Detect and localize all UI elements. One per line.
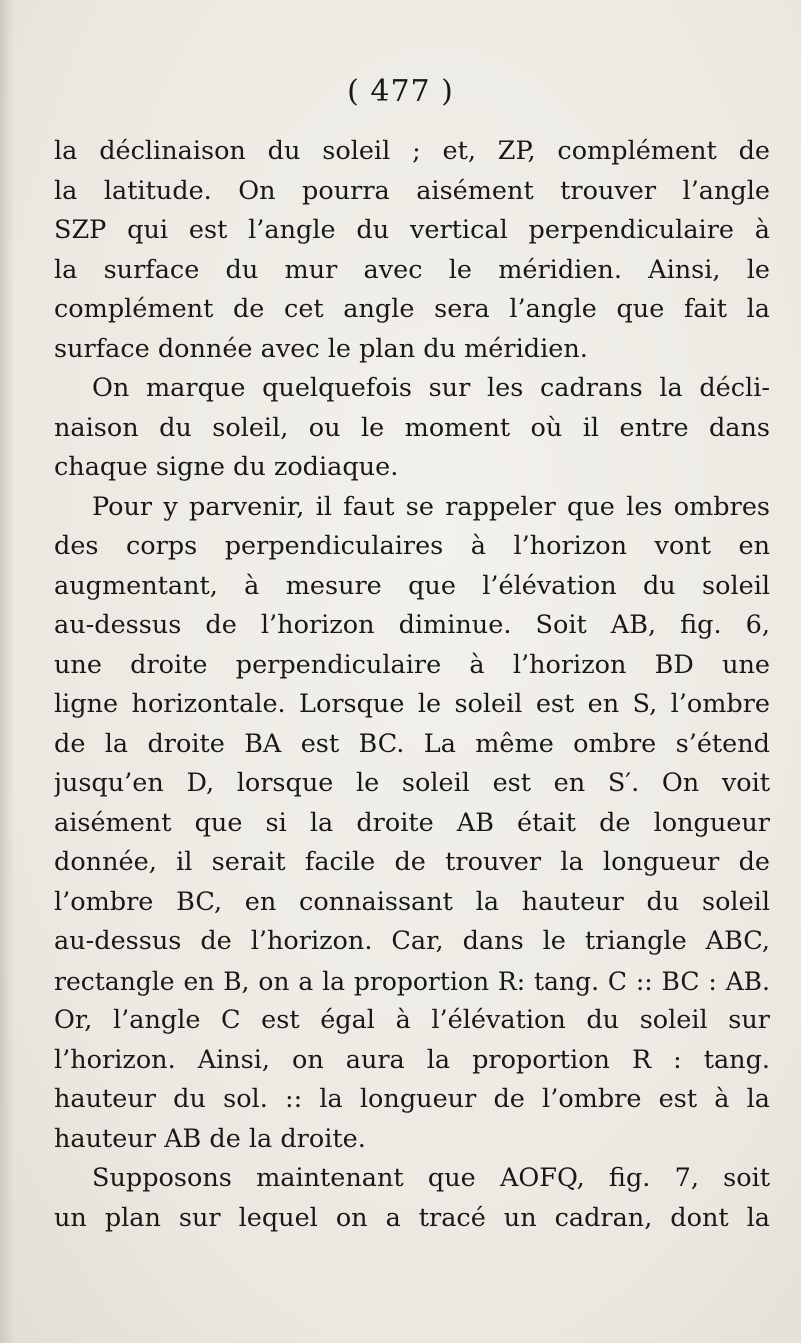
text-line: rectangle en B, on a la proportion R: tang. C :: BC : AB. <box>54 966 770 996</box>
text-line: de la droite BA est BC. La même ombre s’étend <box>54 728 770 759</box>
text-line: ligne horizontale. Lorsque le soleil est en S, l’ombre <box>54 689 770 719</box>
text-line: l’ombre BC, en connaissant la hauteur du soleil <box>54 886 770 917</box>
text-line: Pour y parvenir, il faut se rappeler que les ombres <box>92 491 770 522</box>
text-line: jusqu’en D, lorsque le soleil est en S′. On voit <box>54 768 770 798</box>
text-line: hauteur AB de la droite. <box>54 1123 366 1154</box>
page-edge-shadow <box>0 0 14 1343</box>
text-line: surface donnée avec le plan du méridien. <box>54 333 588 364</box>
text-line: Or, l’angle C est égal à l’élévation du soleil sur <box>54 1005 770 1035</box>
text-line: un plan sur lequel on a tracé un cadran, dont la <box>54 1202 770 1233</box>
page-number: ( 477 ) <box>347 74 454 109</box>
text-line: chaque signe du zodiaque. <box>54 452 399 482</box>
text-line: aisément que si la droite AB était de longueur <box>54 807 770 838</box>
text-line: hauteur du sol. :: la longueur de l’ombre est à la <box>54 1084 770 1114</box>
text-line: au-dessus de l’horizon diminue. Soit AB, fig. 6, <box>54 610 770 640</box>
text-line: augmentant, à mesure que l’élévation du soleil <box>54 570 770 601</box>
text-line: naison du soleil, ou le moment où il entre dans <box>54 412 770 443</box>
text-line: au-dessus de l’horizon. Car, dans le triangle ABC, <box>54 926 770 956</box>
text-line: l’horizon. Ainsi, on aura la proportion R : tang. <box>54 1044 770 1075</box>
text-line: SZP qui est l’angle du vertical perpendiculaire à <box>54 215 770 245</box>
text-line: la surface du mur avec le méridien. Ainsi, le <box>54 254 770 285</box>
text-line: une droite perpendiculaire à l’horizon BD une <box>54 649 770 680</box>
text-line: Supposons maintenant que AOFQ, fig. 7, soit <box>92 1163 770 1193</box>
text-line: des corps perpendiculaires à l’horizon vont en <box>54 531 770 561</box>
text-line: la latitude. On pourra aisément trouver l’angle <box>54 175 770 206</box>
text-line: complément de cet angle sera l’angle que fait la <box>54 294 770 324</box>
text-line: On marque quelquefois sur les cadrans la décli- <box>92 373 770 403</box>
text-line: donnée, il serait facile de trouver la longueur de <box>54 847 770 877</box>
text-line: la déclinaison du soleil ; et, ZP, complément de <box>54 136 770 166</box>
body-text <box>54 132 770 1238</box>
